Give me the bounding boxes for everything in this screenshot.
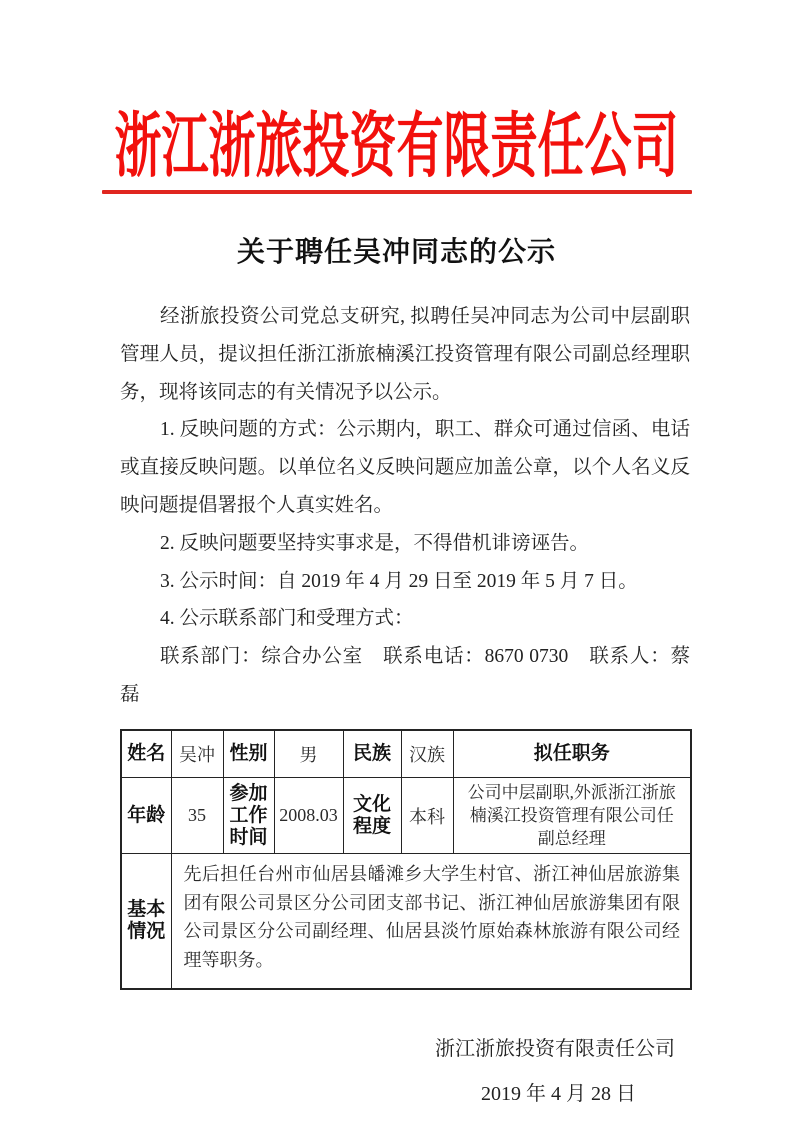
signature-company-name: 浙江浙旅投资有限责任公司 [435, 1038, 675, 1061]
candidate-info-table [120, 729, 692, 991]
value-age: 35 [171, 778, 223, 854]
signature-date: 2019 年 4 月 28 日 [481, 1083, 636, 1106]
document-title: 关于聘任吴冲同志的公示 [236, 237, 556, 268]
paragraph-item-3: 3. 公示时间：自 2019 年 4 月 29 日至 2019 年 5 月 7 日。 [159, 570, 638, 592]
paragraph-item-1: 1. 反映问题的方式：公示期内，职工、群众可通过信函、电话或直接反映问题。以单位名义反映问题应加盖公章，以个人名义反映问题提倡署报个人真实姓名。 [120, 419, 690, 516]
paragraph-intro: 经浙旅投资公司党总支研究, 拟聘任吴冲同志为公司中层副职管理人员，提议担任浙江浙旅楠溪江投资管理有限公司副总经理职务，现将该同志的有关情况予以公示。 [120, 306, 690, 403]
label-name: 姓名 [121, 730, 171, 778]
signature-block [0, 1036, 793, 1107]
value-proposed-post: 公司中层副职,外派浙江浙旅楠溪江投资管理有限公司任副总经理 [453, 778, 691, 854]
paragraph-item-4: 4. 公示联系部门和受理方式： [159, 608, 414, 630]
document-body [120, 298, 690, 714]
label-basic-profile: 基本情况 [121, 854, 171, 990]
letterhead [0, 0, 793, 194]
label-ethnicity: 民族 [343, 730, 401, 778]
table-row [121, 778, 691, 854]
value-ethnicity: 汉族 [401, 730, 453, 778]
table-row [121, 730, 691, 778]
value-education-level: 本科 [401, 778, 453, 854]
letterhead-company-name: 浙江浙旅投资有限责任公司 [114, 108, 679, 187]
value-work-start-date: 2008.03 [274, 778, 343, 854]
label-education-level: 文化程度 [343, 778, 401, 854]
letterhead-divider-rule [102, 190, 692, 194]
value-basic-profile: 先后担任台州市仙居县皤滩乡大学生村官、浙江神仙居旅游集团有限公司景区分公司团支部书记、浙江神仙居旅游集团有限公司景区分公司副经理、仙居县淡竹原始森林旅游有限公司经理等职务。 [171, 854, 691, 990]
value-gender: 男 [274, 730, 343, 778]
label-proposed-post: 拟任职务 [453, 730, 691, 778]
label-work-start-date: 参加工作时间 [223, 778, 274, 854]
paragraph-contact-info: 联系部门：综合办公室 联系电话：8670 0730 联系人：蔡磊 [120, 646, 690, 705]
value-name: 吴冲 [171, 730, 223, 778]
label-gender: 性别 [223, 730, 274, 778]
table-row [121, 854, 691, 990]
paragraph-item-2: 2. 反映问题要坚持实事求是，不得借机诽谤诬告。 [159, 532, 589, 554]
label-age: 年龄 [121, 778, 171, 854]
